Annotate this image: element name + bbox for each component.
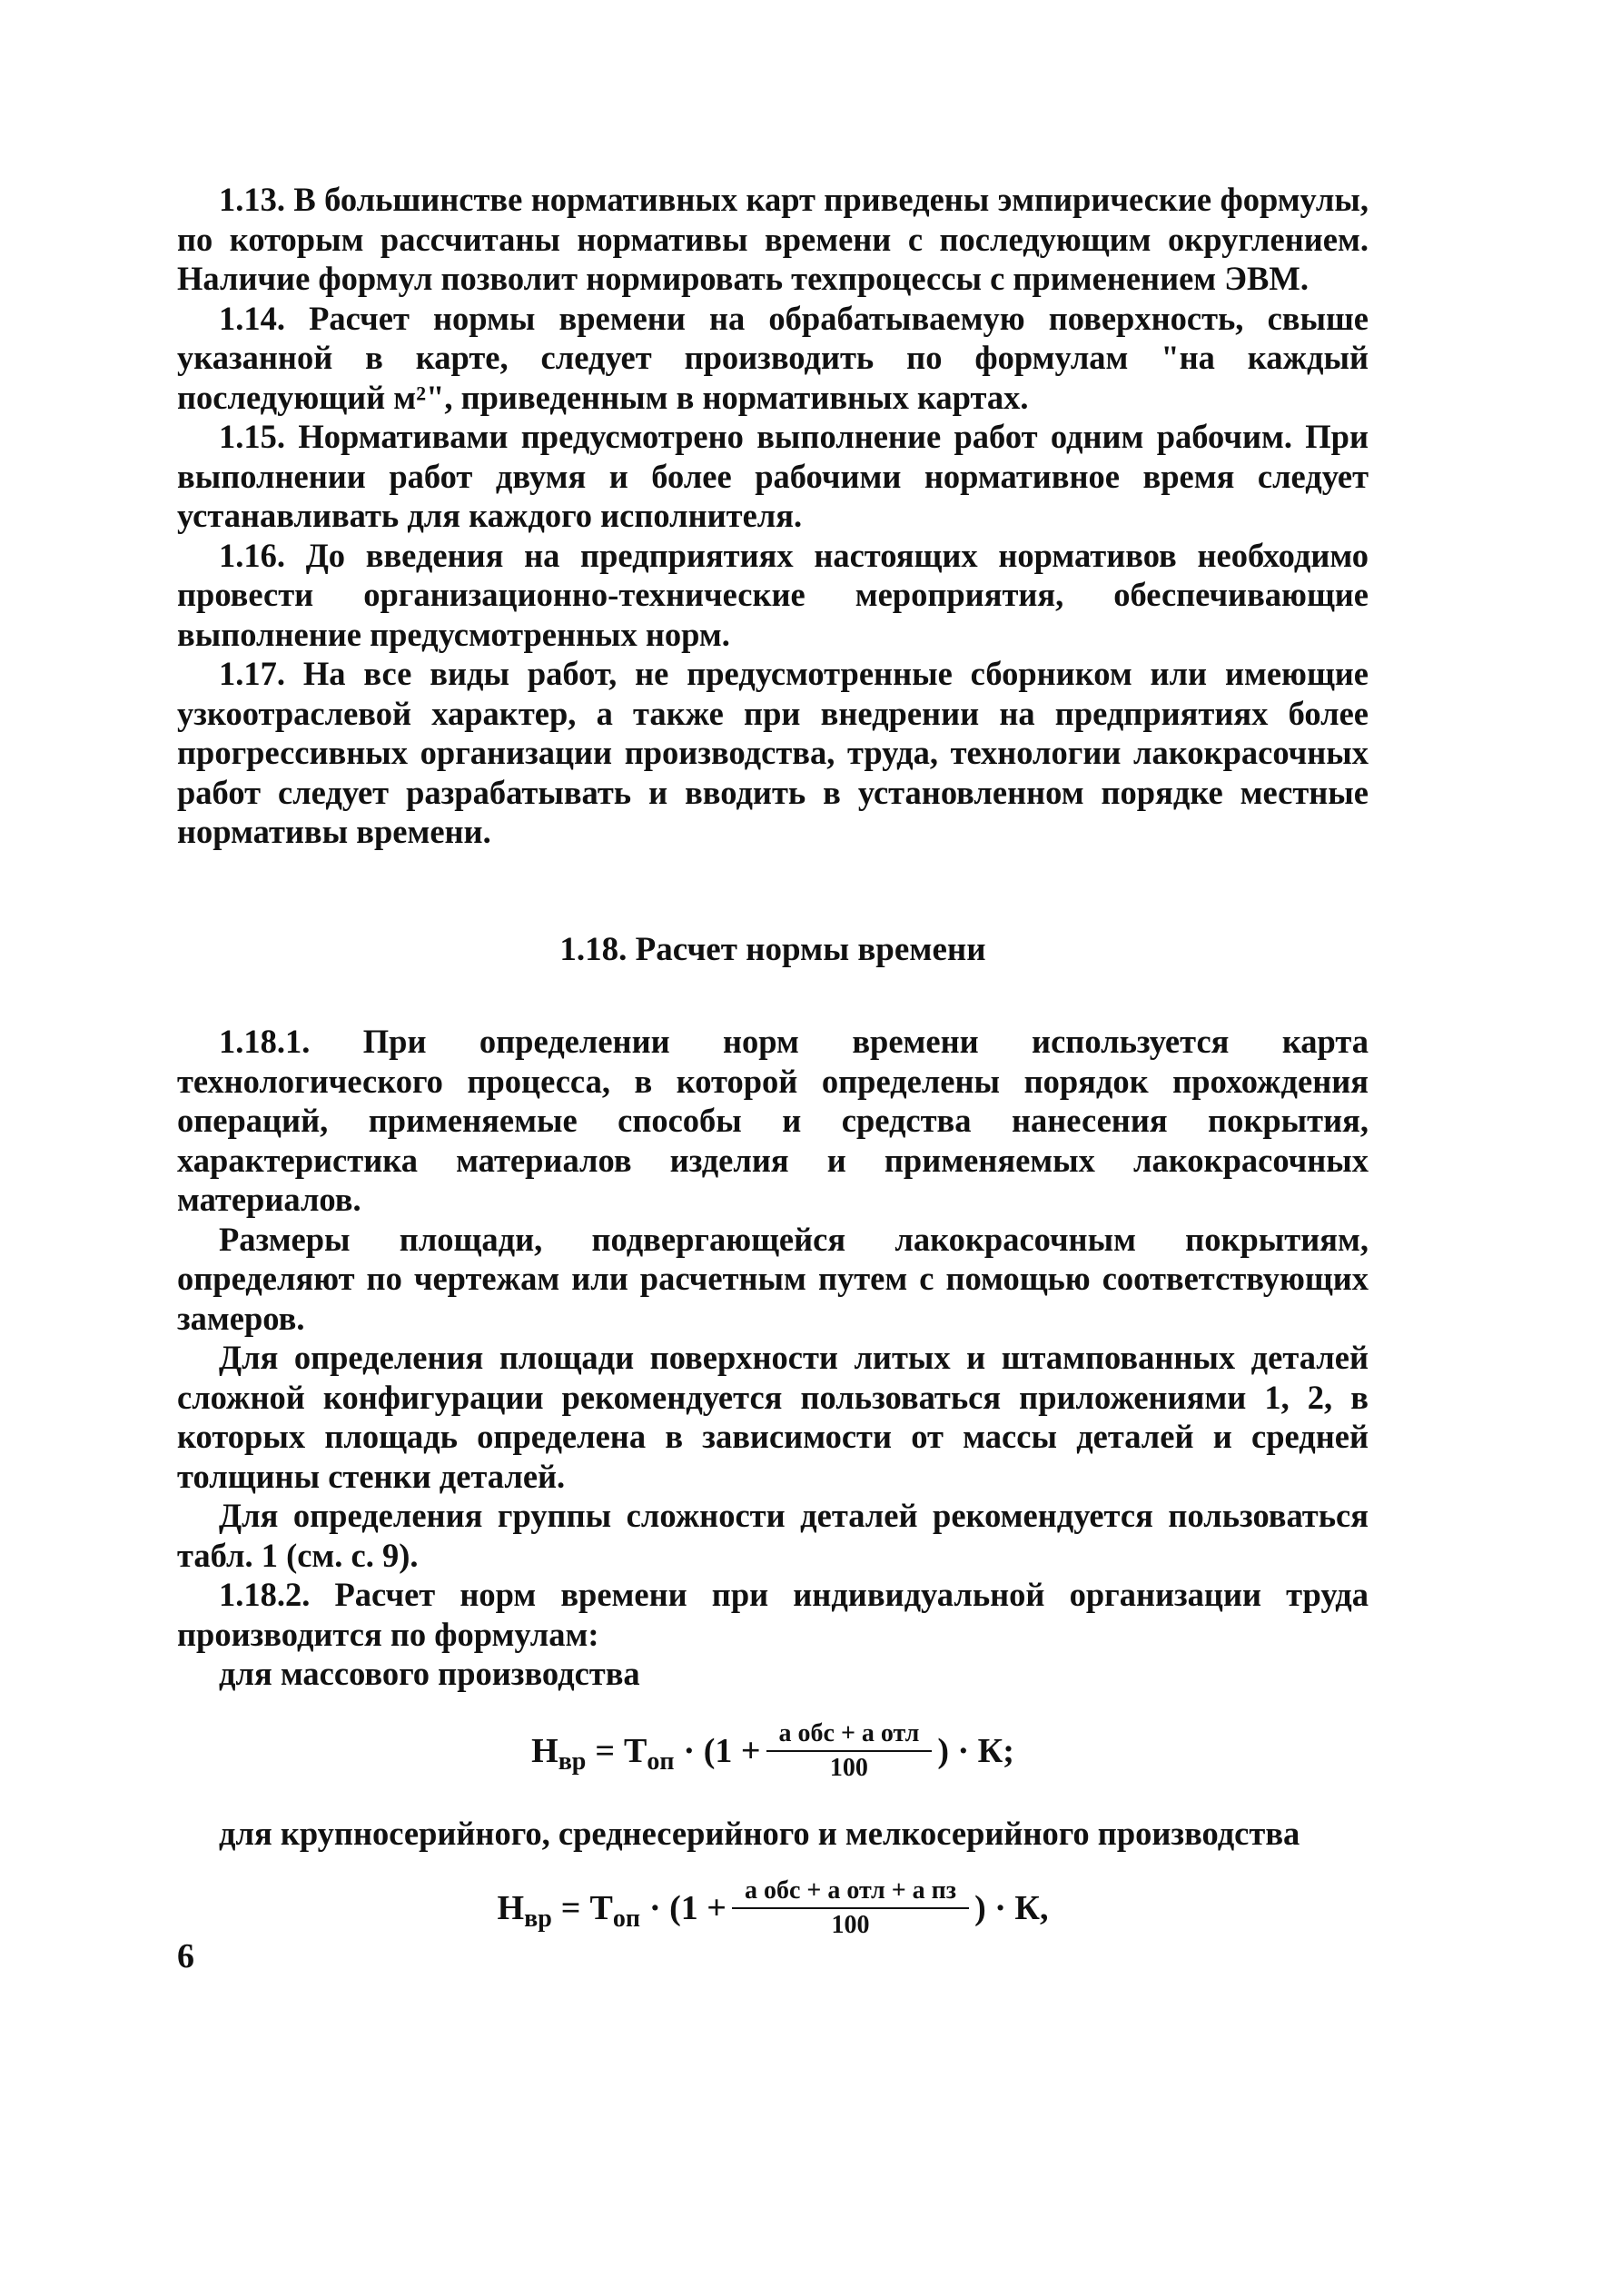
formula-denominator: 100 <box>831 1911 870 1939</box>
paragraph-1-14: 1.14. Расчет нормы времени на обрабатываемую поверхность, свыше указанной в карте, следует производить по формулам "на каждый последующий м²", приведенным в нормативных картах. <box>177 299 1369 416</box>
formula-lhs: Н <box>497 1889 525 1927</box>
formula-close: ) · К; <box>937 1731 1014 1770</box>
paragraph-1-18-1: 1.18.1. При определении норм времени используется карта технологического процесса, в которой определены порядок прохождения операций, применяемые способы и средства нанесения покрытия, характеристика материалов изделия и применяемых лакокрасочных материалов. <box>177 1023 1369 1218</box>
formula-lhs-subscript: вр <box>558 1747 587 1776</box>
section-heading: 1.18. Расчет нормы времени <box>559 930 986 968</box>
formula-open: · (1 + <box>683 1731 761 1770</box>
paragraph-mass-production: для массового производства <box>219 1655 640 1692</box>
formula-close: ) · К, <box>974 1889 1049 1927</box>
formula-t: Т <box>624 1731 647 1770</box>
formula-numerator: a обс + a отл + a пз <box>732 1878 969 1909</box>
formula-serial-production <box>177 1878 1369 1938</box>
paragraph-1-18-2: 1.18.2. Расчет норм времени при индивидуальной организации труда производится по формулам: <box>177 1576 1369 1653</box>
paragraph-area-definition: Для определения площади поверхности литых и штампованных деталей сложной конфигурации рекомендуется пользоваться приложениями 1, 2, в которых площадь определена в зависимости от массы деталей и средней толщины стенки деталей. <box>177 1339 1369 1495</box>
formula-fraction <box>732 1878 969 1938</box>
formula-lhs-subscript: вр <box>524 1905 552 1933</box>
body-text <box>177 180 1369 1938</box>
formula-denominator: 100 <box>829 1753 868 1782</box>
paragraph-area-sizes: Размеры площади, подвергающейся лакокрасочным покрытиям, определяют по чертежам или расчетным путем с помощью соответствующих замеров. <box>177 1220 1369 1337</box>
paragraph-1-13: 1.13. В большинстве нормативных карт приведены эмпирические формулы, по которым рассчитаны нормативы времени с последующим округлением. Наличие формул позволит нормировать техпроцессы с применением ЭВМ. <box>177 181 1369 297</box>
formula-equals: = <box>560 1889 581 1927</box>
formula-equals: = <box>595 1731 616 1770</box>
paragraph-1-16: 1.16. До введения на предприятиях настоящих нормативов необходимо провести организационно-технические мероприятия, обеспечивающие выполнение предусмотренных норм. <box>177 536 1369 653</box>
paragraph-1-17: 1.17. На все виды работ, не предусмотренные сборником или имеющие узкоотраслевой характер, а также при внедрении на предприятиях более прогрессивных организации производства, труда, технологии лакокрасочных работ следует разрабатывать и вводить в установленном порядке местные нормативы времени. <box>177 655 1369 850</box>
formula-t: Т <box>589 1889 613 1927</box>
page-number: 6 <box>177 1937 194 1975</box>
formula-lhs: Н <box>531 1731 558 1770</box>
formula-t-subscript: оп <box>612 1905 640 1933</box>
formula-numerator: a обс + a отл <box>766 1721 933 1752</box>
formula-fraction <box>766 1718 933 1782</box>
formula-t-subscript: оп <box>647 1747 675 1776</box>
paragraph-complexity-group: Для определения группы сложности деталей рекомендуется пользоваться табл. 1 (см. с. 9). <box>177 1497 1369 1574</box>
paragraph-serial-production: для крупносерийного, среднесерийного и мелкосерийного производства <box>219 1814 1300 1852</box>
paragraph-1-15: 1.15. Нормативами предусмотрено выполнение работ одним рабочим. При выполнении работ двумя и более рабочими нормативное время следует устанавливать для каждого исполнителя. <box>177 418 1369 534</box>
formula-open: · (1 + <box>648 1889 726 1927</box>
formula-mass-production <box>177 1718 1369 1782</box>
